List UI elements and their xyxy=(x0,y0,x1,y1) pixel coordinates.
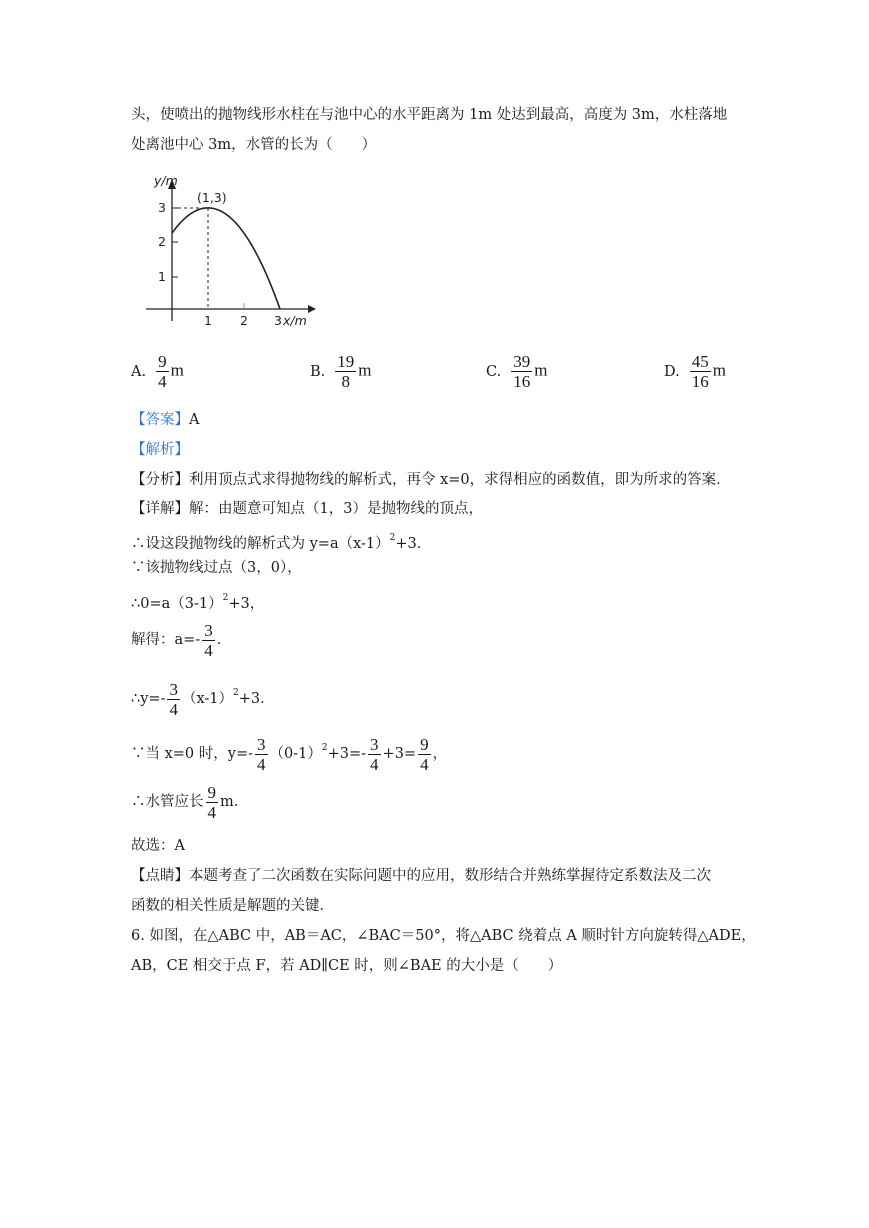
fenxi-text: 利用顶点式求得抛物线的解析式，再令 x=0，求得相应的函数值，即为所求的答案． xyxy=(189,472,731,488)
xiangjie-line xyxy=(131,499,483,519)
option-fraction: $\frac{45}{16}$ xyxy=(691,352,709,391)
step-8: 故选：A xyxy=(131,838,185,854)
question-6-line-2: AB，CE 相交于点 F，若 AD∥CE 时，则∠BAE 的大小是（ ） xyxy=(131,958,563,974)
fraction: $\frac{9}{4}$ xyxy=(207,782,216,822)
x-tick-label-3: 3 xyxy=(274,313,282,328)
vertex-label: (1,3) xyxy=(197,190,227,205)
xiangjie-text: 解：由题意可知点（1，3）是抛物线的顶点， xyxy=(189,501,483,517)
option-b[interactable]: B. $\frac{19}{8}$ m xyxy=(310,352,372,391)
fenxi-line xyxy=(131,470,731,490)
option-a[interactable]: A. $\frac{9}{4}$ m xyxy=(131,352,184,391)
step-5: ∴y=- $\frac{3}{4}$ $(x-1)^2+3$． xyxy=(131,679,275,719)
step-1: ∴设这段抛物线的解析式为 $y=a(x-1)^2+3$． xyxy=(131,533,432,552)
question-6-line-1: 6. 如图，在△ABC 中，AB＝AC，∠BAC＝50°，将△ABC 绕着点 A 顺时针方向旋转得△ADE， xyxy=(131,928,756,944)
x-axis-arrow xyxy=(308,305,316,313)
answer-line xyxy=(131,410,199,430)
option-label: B. xyxy=(310,363,326,380)
step-2: ∵该抛物线过点（3，0）， xyxy=(131,560,302,576)
fraction: $\frac{9}{4}$ xyxy=(420,734,429,774)
dianjing-line-2: 函数的相关性质是解题的关键． xyxy=(131,898,334,914)
dianjing-tag: 【点睛】 xyxy=(131,868,189,884)
option-label: D. xyxy=(664,363,680,380)
x-tick-label-2: 2 xyxy=(240,313,248,328)
fenxi-tag: 【分析】 xyxy=(131,472,189,488)
fraction: $\frac{3}{4}$ xyxy=(257,734,266,774)
step-7: ∴水管应长 $\frac{9}{4}$ m． xyxy=(131,782,249,822)
y-tick-label-2: 2 xyxy=(158,234,166,249)
fraction: $\frac{3}{4}$ xyxy=(169,679,178,719)
dianjing-line-1: 【点睛】本题考查了二次函数在实际问题中的应用，数形结合并熟练掌握待定系数法及二次 xyxy=(131,868,711,884)
answer-tag: 【答案】 xyxy=(131,412,189,428)
xiangjie-tag: 【详解】 xyxy=(131,501,189,517)
intro-line-2: 处离池中心 3m，水管的长为（ ） xyxy=(131,137,377,153)
step-4: 解得：a=- $\frac{3}{4}$ ． xyxy=(131,620,232,660)
step-6: ∵当 x=0 时，y=- $\frac{3}{4}$ $(0-1)^2+3=-$ $\frac{3}{4}$ +3= $\frac{9}{4}$ ， xyxy=(131,734,448,774)
y-tick-label-1: 1 xyxy=(158,269,166,284)
y-axis-label: y/m xyxy=(154,173,178,188)
option-c[interactable]: C. $\frac{39}{16}$ m xyxy=(486,352,548,391)
parabola-graph xyxy=(140,173,320,333)
x-tick-label-1: 1 xyxy=(204,313,212,328)
analysis-tag: 【解析】 xyxy=(131,442,189,458)
x-axis-label: x/m xyxy=(283,313,307,328)
step-3: $\therefore 0=a(3-1)^2+3$， xyxy=(131,593,265,612)
fraction: $\frac{3}{4}$ xyxy=(204,620,213,660)
option-fraction: $\frac{19}{8}$ xyxy=(337,352,355,391)
option-d[interactable]: D. $\frac{45}{16}$ m xyxy=(664,352,726,391)
option-fraction: $\frac{9}{4}$ xyxy=(158,352,167,391)
option-label: C. xyxy=(486,363,502,380)
answer-value: A xyxy=(189,412,200,428)
fraction: $\frac{3}{4}$ xyxy=(370,734,379,774)
option-fraction: $\frac{39}{16}$ xyxy=(513,352,531,391)
y-tick-label-3: 3 xyxy=(158,200,166,215)
option-label: A. xyxy=(131,363,147,380)
intro-line-1: 头，使喷出的抛物线形水柱在与池中心的水平距离为 1m 处达到最高，高度为 3m，水柱落地 xyxy=(131,107,728,123)
parabola-curve xyxy=(172,208,280,309)
